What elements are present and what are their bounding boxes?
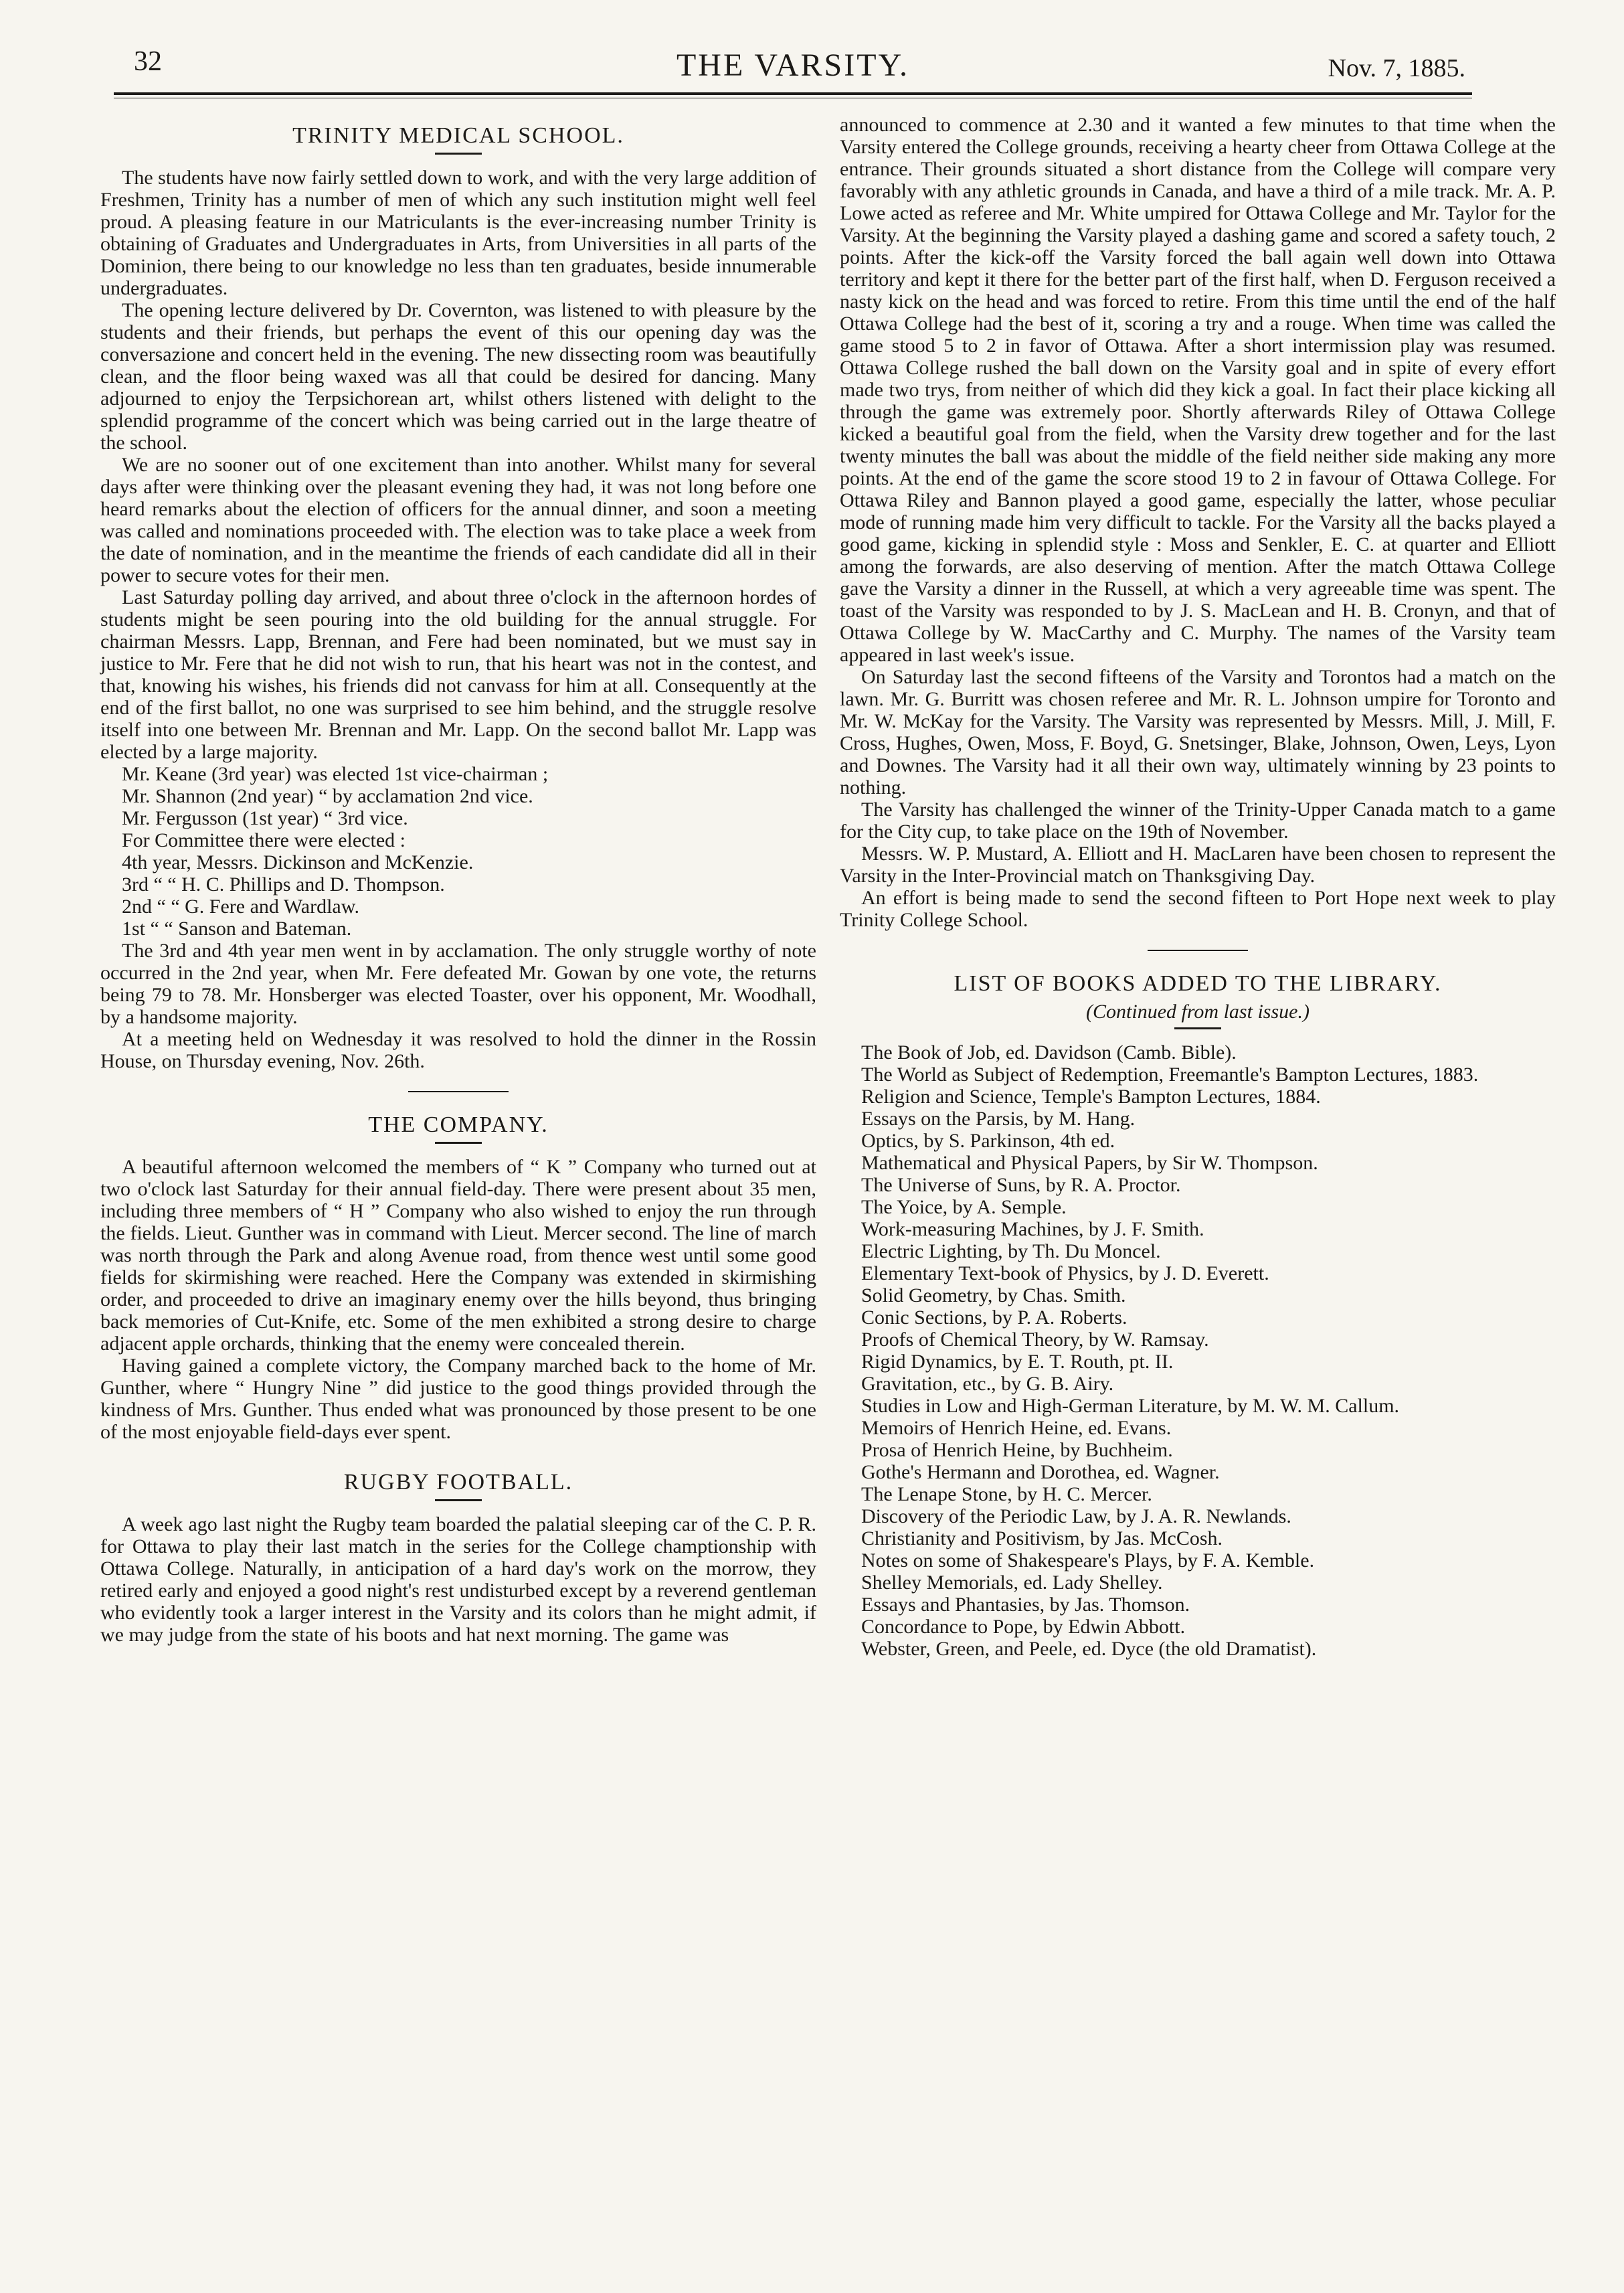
book-item: Concordance to Pope, by Edwin Abbott. <box>861 1616 1186 1638</box>
book-item: Prosa of Henrich Heine, by Buchheim. <box>861 1439 1173 1461</box>
rugby-paragraph: A week ago last night the Rugby team boarded the palatial sleeping car of the C. P. R. for Ottawa to play their last match in the series for the College champtionship with Ottawa College. Naturally, in anticipation of a hard day's work on the morrow, they retired early and enjoyed a good night's rest undisturbed except by a reverend gentleman who evidently took a larger interest in the Varsity and its colors than he might admit, if we may judge from the state of his boots and hat next morning. The game was <box>100 1513 816 1646</box>
book-item: Discovery of the Periodic Law, by J. A. R. Newlands. <box>861 1505 1291 1527</box>
book-item: Notes on some of Shakespeare's Plays, by F. A. Kemble. <box>861 1549 1315 1572</box>
book-item: Studies in Low and High-German Literature, by M. W. M. Callum. <box>861 1395 1400 1417</box>
section-separator <box>1148 950 1248 951</box>
book-item: Religion and Science, Temple's Bampton Lectures, 1884. <box>861 1086 1321 1108</box>
book-item: Christianity and Positivism, by Jas. McCosh. <box>861 1527 1223 1549</box>
books-title: LIST OF BOOKS ADDED TO THE LIBRARY. <box>954 971 1442 996</box>
officer-line: Mr. Fergusson (1st year) “ 3rd vice. <box>122 807 408 829</box>
book-item: The Lenape Stone, by H. C. Mercer. <box>861 1483 1152 1505</box>
rugby-paragraph: The Varsity has challenged the winner of the Trinity-Upper Canada match to a game for the City cup, to take place on the 19th of November. <box>840 798 1556 843</box>
rugby-paragraph: An effort is being made to send the second fifteen to Port Hope next week to play Trinity College School. <box>840 887 1556 931</box>
book-item: Solid Geometry, by Chas. Smith. <box>861 1284 1126 1306</box>
book-item: The Universe of Suns, by R. A. Proctor. <box>861 1174 1181 1196</box>
book-item: Electric Lighting, by Th. Du Moncel. <box>861 1240 1161 1262</box>
trinity-paragraph: The opening lecture delivered by Dr. Covernton, was listened to with pleasure by the students and their friends, but perhaps the event of this our opening day was the conversazione and concert held in the evening. The new dissecting room was beautifully clean, and the floor being waxed was all that could be desired for dancing. Many adjourned to enjoy the Terpsichorean art, whilst others listened with delight to the splendid programme of the concert which was being carried out in the large theatre of the school. <box>100 299 816 454</box>
book-item: Proofs of Chemical Theory, by W. Ramsay. <box>861 1329 1209 1351</box>
masthead <box>114 40 1472 94</box>
rugby-paragraph: Messrs. W. P. Mustard, A. Elliott and H. MacLaren have been chosen to represent the Varsity in the Inter-Provincial match on Thanksgiving Day. <box>840 843 1556 887</box>
book-item: Shelley Memorials, ed. Lady Shelley. <box>861 1572 1163 1594</box>
book-item: The Yoice, by A. Semple. <box>861 1196 1067 1218</box>
left-column <box>100 114 816 1646</box>
officer-line: Mr. Shannon (2nd year) “ by acclamation 2nd vice. <box>122 785 533 807</box>
book-item: Webster, Green, and Peele, ed. Dyce (the old Dramatist). <box>861 1638 1317 1660</box>
book-item: Gothe's Hermann and Dorothea, ed. Wagner. <box>861 1461 1220 1483</box>
section-separator <box>408 1091 509 1092</box>
right-column <box>840 114 1556 1660</box>
trinity-paragraph: Last Saturday polling day arrived, and about three o'clock in the afternoon hordes of students might be seen pouring into the old building for the annual struggle. For chairman Messrs. Lapp, Brennan, and Fere had been nominated, but we must say in justice to Mr. Fere that he did not wish to run, that his heart was not in the contest, and that, knowing his wishes, his friends did not canvass for him at all. Consequently at the end of the first ballot, no one was surprised to see him behind, and the struggle resolve itself into one between Mr. Brennan and Mr. Lapp. On the second ballot Mr. Lapp was elected by a large majority. <box>100 586 816 763</box>
book-item: The Book of Job, ed. Davidson (Camb. Bible). <box>861 1041 1237 1064</box>
journal-title: THE VARSITY. <box>676 48 910 83</box>
title-rule <box>1174 1027 1221 1029</box>
officer-line: Mr. Keane (3rd year) was elected 1st vice-chairman ; <box>122 763 549 785</box>
officer-line: 2nd “ “ G. Fere and Wardlaw. <box>122 896 359 918</box>
trinity-title: TRINITY MEDICAL SCHOOL. <box>292 123 624 148</box>
book-item: Gravitation, etc., by G. B. Airy. <box>861 1373 1114 1395</box>
company-paragraph: Having gained a complete victory, the Company marched back to the home of Mr. Gunther, where “ Hungry Nine ” did justice to the good things provided through the kindness of Mrs. Gunther. Thus ended what was pronounced by those present to be one of the most enjoyable field-days ever spent. <box>100 1355 816 1443</box>
officer-line: 1st “ “ Sanson and Bateman. <box>122 918 352 940</box>
title-rule <box>435 153 482 155</box>
officer-line: 4th year, Messrs. Dickinson and McKenzie. <box>122 851 474 873</box>
book-item: Memoirs of Henrich Heine, ed. Evans. <box>861 1417 1172 1439</box>
trinity-paragraph: We are no sooner out of one excitement than into another. Whilst many for several days after were thinking over the pleasant evening they had, it was not long before one heard remarks about the election of officers for the annual dinner, and soon a meeting was called and nominations proceeded with. The election was to take place a week from the date of nomination, and in the meantime the friends of each candidate did all in their power to secure votes for their men. <box>100 454 816 586</box>
rugby-paragraph-continued: announced to commence at 2.30 and it wanted a few minutes to that time when the Varsity entered the College grounds, receiving a hearty cheer from Ottawa College at the entrance. Their grounds situated a short distance from the College will compare very favorably with any athletic grounds in Canada, and have a third of a mile track. Mr. A. P. Lowe acted as referee and Mr. White umpired for Ottawa College and Mr. Taylor for the Varsity. At the beginning the Varsity played a dashing game and scored a safety touch, 2 points. After the kick-off the Varsity forced the ball again well down into Ottawa territory and kept it there for the better part of the first half, when D. Ferguson received a nasty kick on the head and was forced to retire. From this time until the end of the half Ottawa College had the best of it, scoring a try and a rouge. When time was called the game stood 5 to 2 in favor of Ottawa. After a short intermission play was resumed. Ottawa College rushed the ball down on the Varsity goal and in spite of every effort made two trys, from neither of which did they kick a goal. In fact their place kicking all through the game was extremely poor. Shortly afterwards Riley of Ottawa College kicked a beautiful goal from the field, when the Varsity drew together and for the last twenty minutes the ball was about the middle of the field neither side making any more points. At the end of the game the score stood 19 to 2 in favour of Ottawa College. For Ottawa Riley and Bannon played a good game, especially the latter, whose peculiar mode of running made him very difficult to tackle. For the Varsity all the backs played a good game, kicking in splendid style : Moss and Senkler, E. C. at quarter and Elliott among the forwards, are also deserving of mention. After the match Ottawa College gave the Varsity a dinner in the Russell, at which a very agreeable time was spent. The toast of the Varsity was responded to by J. S. MacLean and H. B. Cronyn, and that of Ottawa College by W. MacCarthy and C. Murphy. The names of the Varsity team appeared in last week's issue. <box>840 114 1556 666</box>
rugby-title: RUGBY FOOTBALL. <box>343 1470 573 1495</box>
trinity-paragraph: At a meeting held on Wednesday it was resolved to hold the dinner in the Rossin House, on Thursday evening, Nov. 26th. <box>100 1028 816 1072</box>
rugby-paragraph: On Saturday last the second fifteens of the Varsity and Torontos had a match on the lawn. Mr. G. Burritt was chosen referee and Mr. R. L. Johnson umpire for Toronto and Mr. W. McKay for the Varsity. The Varsity was represented by Messrs. Mill, J. Mill, F. Cross, Hughes, Owen, Moss, F. Boyd, G. Snetsinger, Blake, Johnson, Owen, Leys, Lyon and Downes. The Varsity had it all their own way, ultimately winning by 23 points to nothing. <box>840 666 1556 798</box>
company-paragraph: A beautiful afternoon welcomed the members of “ K ” Company who turned out at two o'clock last Saturday for their annual field-day. There were present about 35 men, including three members of “ H ” Company who also wished to enjoy the run through the fields. Lieut. Gunther was in command with Lieut. Mercer second. The line of march was north through the Park and along Avenue road, from thence west until some good fields for skirmishing were reached. Here the Company was extended in skirmishing order, and proceeded to drive an imaginary enemy over the hills beyond, thus bringing back memories of Cut-Knife, etc. Some of the men exhibited a strong desire to charge adjacent apple orchards, thinking that the enemy were concealed therein. <box>100 1156 816 1355</box>
title-rule <box>435 1499 482 1501</box>
book-item: Work-measuring Machines, by J. F. Smith. <box>861 1218 1204 1240</box>
officers-list <box>100 763 816 940</box>
book-item: Essays on the Parsis, by M. Hang. <box>861 1108 1136 1130</box>
book-item: Conic Sections, by P. A. Roberts. <box>861 1306 1127 1329</box>
trinity-paragraph: The students have now fairly settled down to work, and with the very large addition of Freshmen, Trinity has a number of men of which any such institution might well feel proud. A pleasing feature in our Matriculants is the ever-increasing number Trinity is obtaining of Graduates and Undergraduates in Arts, from Universities in all parts of the Dominion, there being to our knowledge no less than ten graduates, beside innumerable undergraduates. <box>100 167 816 299</box>
book-item: Essays and Phantasies, by Jas. Thomson. <box>861 1594 1190 1616</box>
title-rule <box>435 1142 482 1144</box>
books-list <box>840 1041 1556 1660</box>
header-rule <box>114 92 1472 95</box>
book-item: Elementary Text-book of Physics, by J. D. Everett. <box>861 1262 1269 1284</box>
book-item: Optics, by S. Parkinson, 4th ed. <box>861 1130 1115 1152</box>
officer-line: For Committee there were elected : <box>122 829 405 851</box>
books-subtitle: (Continued from last issue.) <box>1086 1001 1310 1023</box>
trinity-paragraph: The 3rd and 4th year men went in by acclamation. The only struggle worthy of note occurred in the 2nd year, when Mr. Fere defeated Mr. Gowan by one vote, the returns being 79 to 78. Mr. Honsberger was elected Toaster, over his opponent, Mr. Woodhall, by a handsome majority. <box>100 940 816 1028</box>
book-item: Mathematical and Physical Papers, by Sir W. Thompson. <box>861 1152 1318 1174</box>
page-number: 32 <box>134 46 162 77</box>
issue-date: Nov. 7, 1885. <box>1328 54 1465 82</box>
officer-line: 3rd “ “ H. C. Phillips and D. Thompson. <box>122 873 445 896</box>
company-title: THE COMPANY. <box>368 1112 549 1137</box>
book-item: The World as Subject of Redemption, Freemantle's Bampton Lectures, 1883. <box>861 1064 1479 1086</box>
book-item: Rigid Dynamics, by E. T. Routh, pt. II. <box>861 1351 1174 1373</box>
